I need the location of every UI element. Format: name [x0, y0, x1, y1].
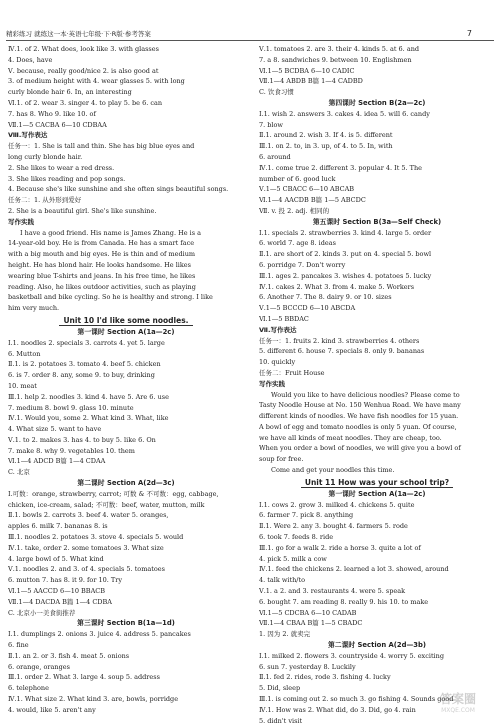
- watermark-text: 答案圈: [439, 692, 477, 706]
- answer-line: 4. large bowl of 5. What kind: [8, 554, 104, 563]
- answer-line: 3. of medium height with 4. wear glasses 5. with long: [8, 77, 185, 86]
- answer-line: reading. Also, he likes outdoor activities, such as playing: [8, 282, 196, 291]
- answer-line: Ⅶ.1—4 CBAA B篇 1—5 CBADC: [259, 619, 363, 628]
- answer-line: 6. took 7. feeds 8. ride: [259, 533, 334, 542]
- subsection-label: 写作实践: [8, 217, 34, 226]
- answer-line: 6. world 7. age 8. ideas: [259, 239, 336, 248]
- answer-line: with a big mouth and big eyes. He is thin and of medium: [8, 250, 196, 259]
- answer-line: Ⅲ.1. go for a walk 2. ride a horse 3. quite a lot of: [259, 543, 421, 552]
- answer-line: Ⅳ.1. come true 2. different 3. popular 4. It 5. The: [259, 163, 423, 172]
- answer-line: I have a good friend. His name is James Zhang. He is a: [20, 228, 202, 237]
- subsection-label: Ⅶ.写作表达: [259, 325, 297, 334]
- answer-line: 任务二：1. 从外形到爱好: [8, 196, 82, 205]
- unit-title: [8, 314, 244, 327]
- answer-line: C. 饮食习惯: [259, 88, 294, 97]
- answer-line: Would you like to have delicious noodles? Please come to: [271, 390, 460, 399]
- answer-line: 6. telephone: [8, 684, 49, 693]
- unit-title-text: Unit 11 How was your school trip?: [301, 478, 453, 488]
- watermark-stamp: [422, 689, 494, 715]
- section-heading: 第一课时 Section A(1a—2c): [328, 489, 426, 498]
- page-header: [6, 28, 494, 41]
- answer-line: Ⅵ.1—5 CDCBA 6—10 CADAB: [259, 608, 357, 617]
- answer-line: C. 北京: [8, 468, 30, 477]
- answer-line: Ⅲ.1. help 2. noodles 3. kind 4. have 5. Are 6. use: [8, 392, 169, 401]
- answer-line: height. He has blond hair. He looks handsome. He likes: [8, 260, 191, 269]
- answer-line: A bowl of egg and tomato noodles is only 5 yuan. Of course,: [259, 422, 457, 431]
- section-heading: 第三课时 Section B(1a—1d): [77, 619, 175, 628]
- answer-line: C. 北京小一美食街推荐: [8, 608, 76, 617]
- answer-line: Tasty Noodle House at No. 150 Wenhua Road. We have many: [259, 401, 461, 410]
- answer-line: 6. Another 7. The 8. dairy 9. or 10. sizes: [259, 293, 392, 302]
- answer-line: Ⅲ.1. noodles 2. potatoes 3. stove 4. specials 5. would: [8, 533, 184, 542]
- answer-line: different kinds of noodles. We have fish noodles for 15 yuan.: [259, 412, 459, 421]
- answer-line: 4. would, like 5. aren't any: [8, 705, 96, 714]
- answer-line: 6. is 7. order 8. any, some 9. to buy, drinking: [8, 371, 155, 380]
- answer-line: Ⅳ.1. What size 2. What kind 3. are, bowls, porridge: [8, 695, 179, 704]
- answer-line: 6. around: [259, 152, 291, 161]
- answer-line: Ⅰ.1. dumplings 2. onions 3. juice 4. address 5. pancakes: [8, 630, 191, 639]
- answer-line: Ⅱ.1. bowls 2. carrots 3. beef 4. water 5. oranges,: [8, 511, 169, 520]
- answer-line: Ⅲ.1. ages 2. pancakes 3. wishes 4. potatoes 5. lucky: [259, 271, 432, 280]
- answer-line: Ⅳ.1. Would you, some 2. What kind 3. What, like: [8, 414, 169, 423]
- answer-line: 7. blow: [259, 120, 283, 129]
- answer-line: Ⅱ.1. Were 2. any 3. bought 4. farmers 5. rode: [259, 522, 408, 531]
- answer-line: Ⅰ.可数：orange, strawberry, carrot; 可数 & 不可数：egg, cabbage,: [8, 489, 219, 498]
- answer-line: Ⅴ. because, really good/nice 2. is also good at: [8, 66, 159, 75]
- answer-line: 6. fine: [8, 641, 29, 650]
- answer-line: 14-year-old boy. He is from Canada. He has a smart face: [8, 239, 195, 248]
- subsection-label: 写作实践: [259, 379, 285, 388]
- answer-line: Ⅰ.1. cows 2. grow 3. milked 4. chickens 5. quite: [259, 500, 415, 509]
- answer-line: 7. medium 8. bowl 9. glass 10. minute: [8, 403, 134, 412]
- answer-line: Ⅵ.1. of 2. wear 3. singer 4. to play 5. be 6. can: [8, 98, 163, 107]
- answer-line: 10. meat: [8, 381, 37, 390]
- section-heading: 第二课时 Section A(2d—3c): [77, 479, 175, 488]
- answer-line: 任务一：1. She is tall and thin. She has big blue eyes and: [8, 142, 195, 151]
- answer-line: 6. orange, oranges: [8, 662, 70, 671]
- answer-line: 5. didn't visit: [259, 716, 303, 725]
- section-heading: 第二课时 Section A(2d—3b): [327, 641, 426, 650]
- header-title: 精彩练习 就练这一本·英语七年级·下·R版·参考答案: [6, 30, 151, 38]
- watermark-sub: MXQE.COM: [441, 707, 475, 714]
- answer-line: When you order a bowl of noodles, we will give you a bowl of: [259, 444, 461, 453]
- answer-line: we have all kinds of meat noodles. They are cheap, too.: [259, 433, 442, 442]
- answer-line: 10. quickly: [259, 358, 296, 367]
- answer-line: Ⅴ.1. a 2. and 3. restaurants 4. were 5. speak: [259, 587, 406, 596]
- answer-line: Ⅳ.1. How was 2. What did, do 3. Did, go 4. rain: [259, 705, 416, 714]
- unit-title: [259, 476, 495, 489]
- section-heading: 第一课时 Section A(1a—2c): [77, 327, 175, 336]
- answer-line: 5. different 6. house 7. specials 8. only 9. bananas: [259, 347, 425, 356]
- section-heading: 第五课时 Section B(3a—Self Check): [312, 217, 442, 226]
- answer-line: 6. sun 7. yesterday 8. Luckily: [259, 662, 356, 671]
- answer-line: 6. Mutton: [8, 349, 41, 358]
- answer-line: him very much.: [8, 304, 60, 313]
- answer-line: Ⅰ.1. specials 2. strawberries 3. kind 4. large 5. order: [259, 228, 432, 237]
- answer-line: 4. What size 5. want to have: [8, 425, 102, 434]
- answer-line: 6. farmer 7. pick 8. anything: [259, 511, 354, 520]
- answer-line: 4. talk with/to: [259, 576, 305, 585]
- answer-line: Ⅳ.1. take, order 2. some tomatoes 3. What size: [8, 543, 164, 552]
- answer-line: Ⅰ.1. wish 2. answers 3. cakes 4. idea 5. will 6. candy: [259, 109, 430, 118]
- right-column: [259, 44, 495, 726]
- answer-line: basketball and bike cycling. So he is healthy and strong. I like: [8, 293, 213, 302]
- answer-line: Ⅴ.1. to 2. makes 3. has 4. to buy 5. like 6. On: [8, 435, 156, 444]
- answer-line: Ⅴ.1. tomatoes 2. are 3. their 4. kinds 5. at 6. and: [259, 45, 420, 53]
- page-number: 7: [466, 29, 472, 38]
- answer-line: Ⅴ.1. noodles 2. and 3. of 4. specials 5. tomatoes: [8, 565, 165, 574]
- answer-line: Ⅰ.1. noodles 2. specials 3. carrots 4. yet 5. large: [8, 338, 165, 347]
- answer-line: 任务二：Fruit House: [259, 368, 325, 377]
- answer-line: Come and get your noodles this time.: [271, 466, 395, 475]
- answer-line: Ⅵ.1—5 AACCD 6—10 BBACB: [8, 587, 106, 596]
- answer-line: Ⅱ.1. is 2. potatoes 3. tomato 4. beef 5. chicken: [8, 360, 161, 369]
- answer-line: Ⅱ.1. an 2. or 3. fish 4. meat 5. onions: [8, 651, 130, 660]
- answer-line: Ⅱ.1. fed 2. rides, rode 3. fishing 4. lucky: [259, 673, 391, 682]
- answer-line: Ⅶ.1—5 CACBA 6—10 CDBAA: [8, 120, 107, 129]
- answer-line: Ⅵ.1—5 BCDBA 6—10 CADIC: [259, 66, 355, 75]
- answer-line: 2. She likes to wear a red dress.: [8, 163, 115, 172]
- answer-line: 7. make 8. why 9. vegetables 10. them: [8, 446, 135, 455]
- answer-line: 7. a 8. sandwiches 9. between 10. Englishmen: [259, 55, 412, 64]
- answer-line: Ⅳ.1. of 2. What does, look like 3. with glasses: [8, 45, 159, 53]
- section-heading: 第四课时 Section B(2a—2c): [328, 98, 426, 107]
- answer-line: Ⅲ.1. order 2. What 3. large 4. soup 5. address: [8, 673, 160, 682]
- answer-line: Ⅶ.1—4 DACDA B篇 1—4 CDBA: [8, 597, 112, 606]
- answer-line: Ⅶ. v. 投 2. adj. 相同的: [259, 206, 330, 215]
- answer-line: Ⅲ.1. on 2. to, in 3. up, of 4. to 5. In, with: [259, 142, 393, 151]
- answer-line: Ⅳ.1. feed the chickens 2. learned a lot 3. showed, around: [259, 565, 449, 574]
- answer-line: chicken, ice-cream, salad; 不可数：beef, water, mutton, milk: [8, 500, 205, 509]
- answer-line: wearing blue T-shirts and jeans. In his free time, he likes: [8, 271, 196, 280]
- answer-line: Ⅳ.1. cakes 2. What 3. from 4. make 5. Workers: [259, 282, 415, 291]
- answer-line: number of 6. good luck: [259, 174, 336, 183]
- answer-line: Ⅵ.1—4 ADCD B篇 1—4 CDAA: [8, 457, 106, 466]
- left-column: [8, 44, 244, 716]
- answer-line: 1. 因为 2. 就卖完: [259, 630, 311, 639]
- answer-line: long curly blonde hair.: [8, 152, 83, 161]
- answer-line: Ⅲ.1. is coming out 2. so much 3. go fishing 4. Sounds good: [259, 695, 454, 704]
- answer-line: Ⅱ.1. around 2. wish 3. If 4. is 5. different: [259, 131, 393, 140]
- answer-line: 6. bought 7. am reading 8. really 9. his 10. to make: [259, 597, 429, 606]
- answer-line: Ⅶ.1—4 ABDB B篇 1—4 CADBD: [259, 77, 363, 86]
- answer-line: Ⅴ.1—5 CBACC 6—10 ABCAB: [259, 185, 355, 194]
- answer-line: 4. pick 5. milk a cow: [259, 554, 327, 563]
- answer-line: soup for free.: [259, 455, 304, 464]
- answer-line: 任务一：1. fruits 2. kind 3. strawberries 4. others: [259, 336, 420, 345]
- answer-line: 6. mutton 7. has 8. it 9. for 10. Try: [8, 576, 123, 585]
- answer-line: 4. Does, have: [8, 55, 53, 64]
- answer-line: Ⅰ.1. milked 2. flowers 3. countryside 4. worry 5. exciting: [259, 651, 444, 660]
- answer-line: 5. Did, sleep: [259, 684, 301, 693]
- answer-line: Ⅴ.1—5 BCCCD 6—10 ABCDA: [259, 304, 356, 313]
- answer-line: 2. She is a beautiful girl. She's like sunshine.: [8, 206, 157, 215]
- answer-line: Ⅵ.1—4 AACDB B篇 1—5 ABCDC: [259, 196, 366, 205]
- answer-line: 6. porridge 7. Don't worry: [259, 260, 346, 269]
- answer-line: apples 6. milk 7. bananas 8. is: [8, 522, 108, 531]
- subsection-label: Ⅷ.写作表达: [8, 131, 48, 140]
- answer-line: Ⅵ.1—5 BBDAC: [259, 314, 309, 323]
- answer-line: 7. has 8. Who 9. like 10. of: [8, 109, 96, 118]
- answer-line: curly blonde hair 6. In, an interesting: [8, 88, 132, 97]
- unit-title-text: Unit 10 I'd like some noodles.: [59, 316, 192, 326]
- answer-line: Ⅱ.1. are short of 2. kinds 3. put on 4. special 5. bowl: [259, 250, 432, 259]
- answer-line: 4. Because she's like sunshine and she often sings beautiful songs.: [8, 185, 229, 194]
- answer-line: 3. She likes reading and pop songs.: [8, 174, 126, 183]
